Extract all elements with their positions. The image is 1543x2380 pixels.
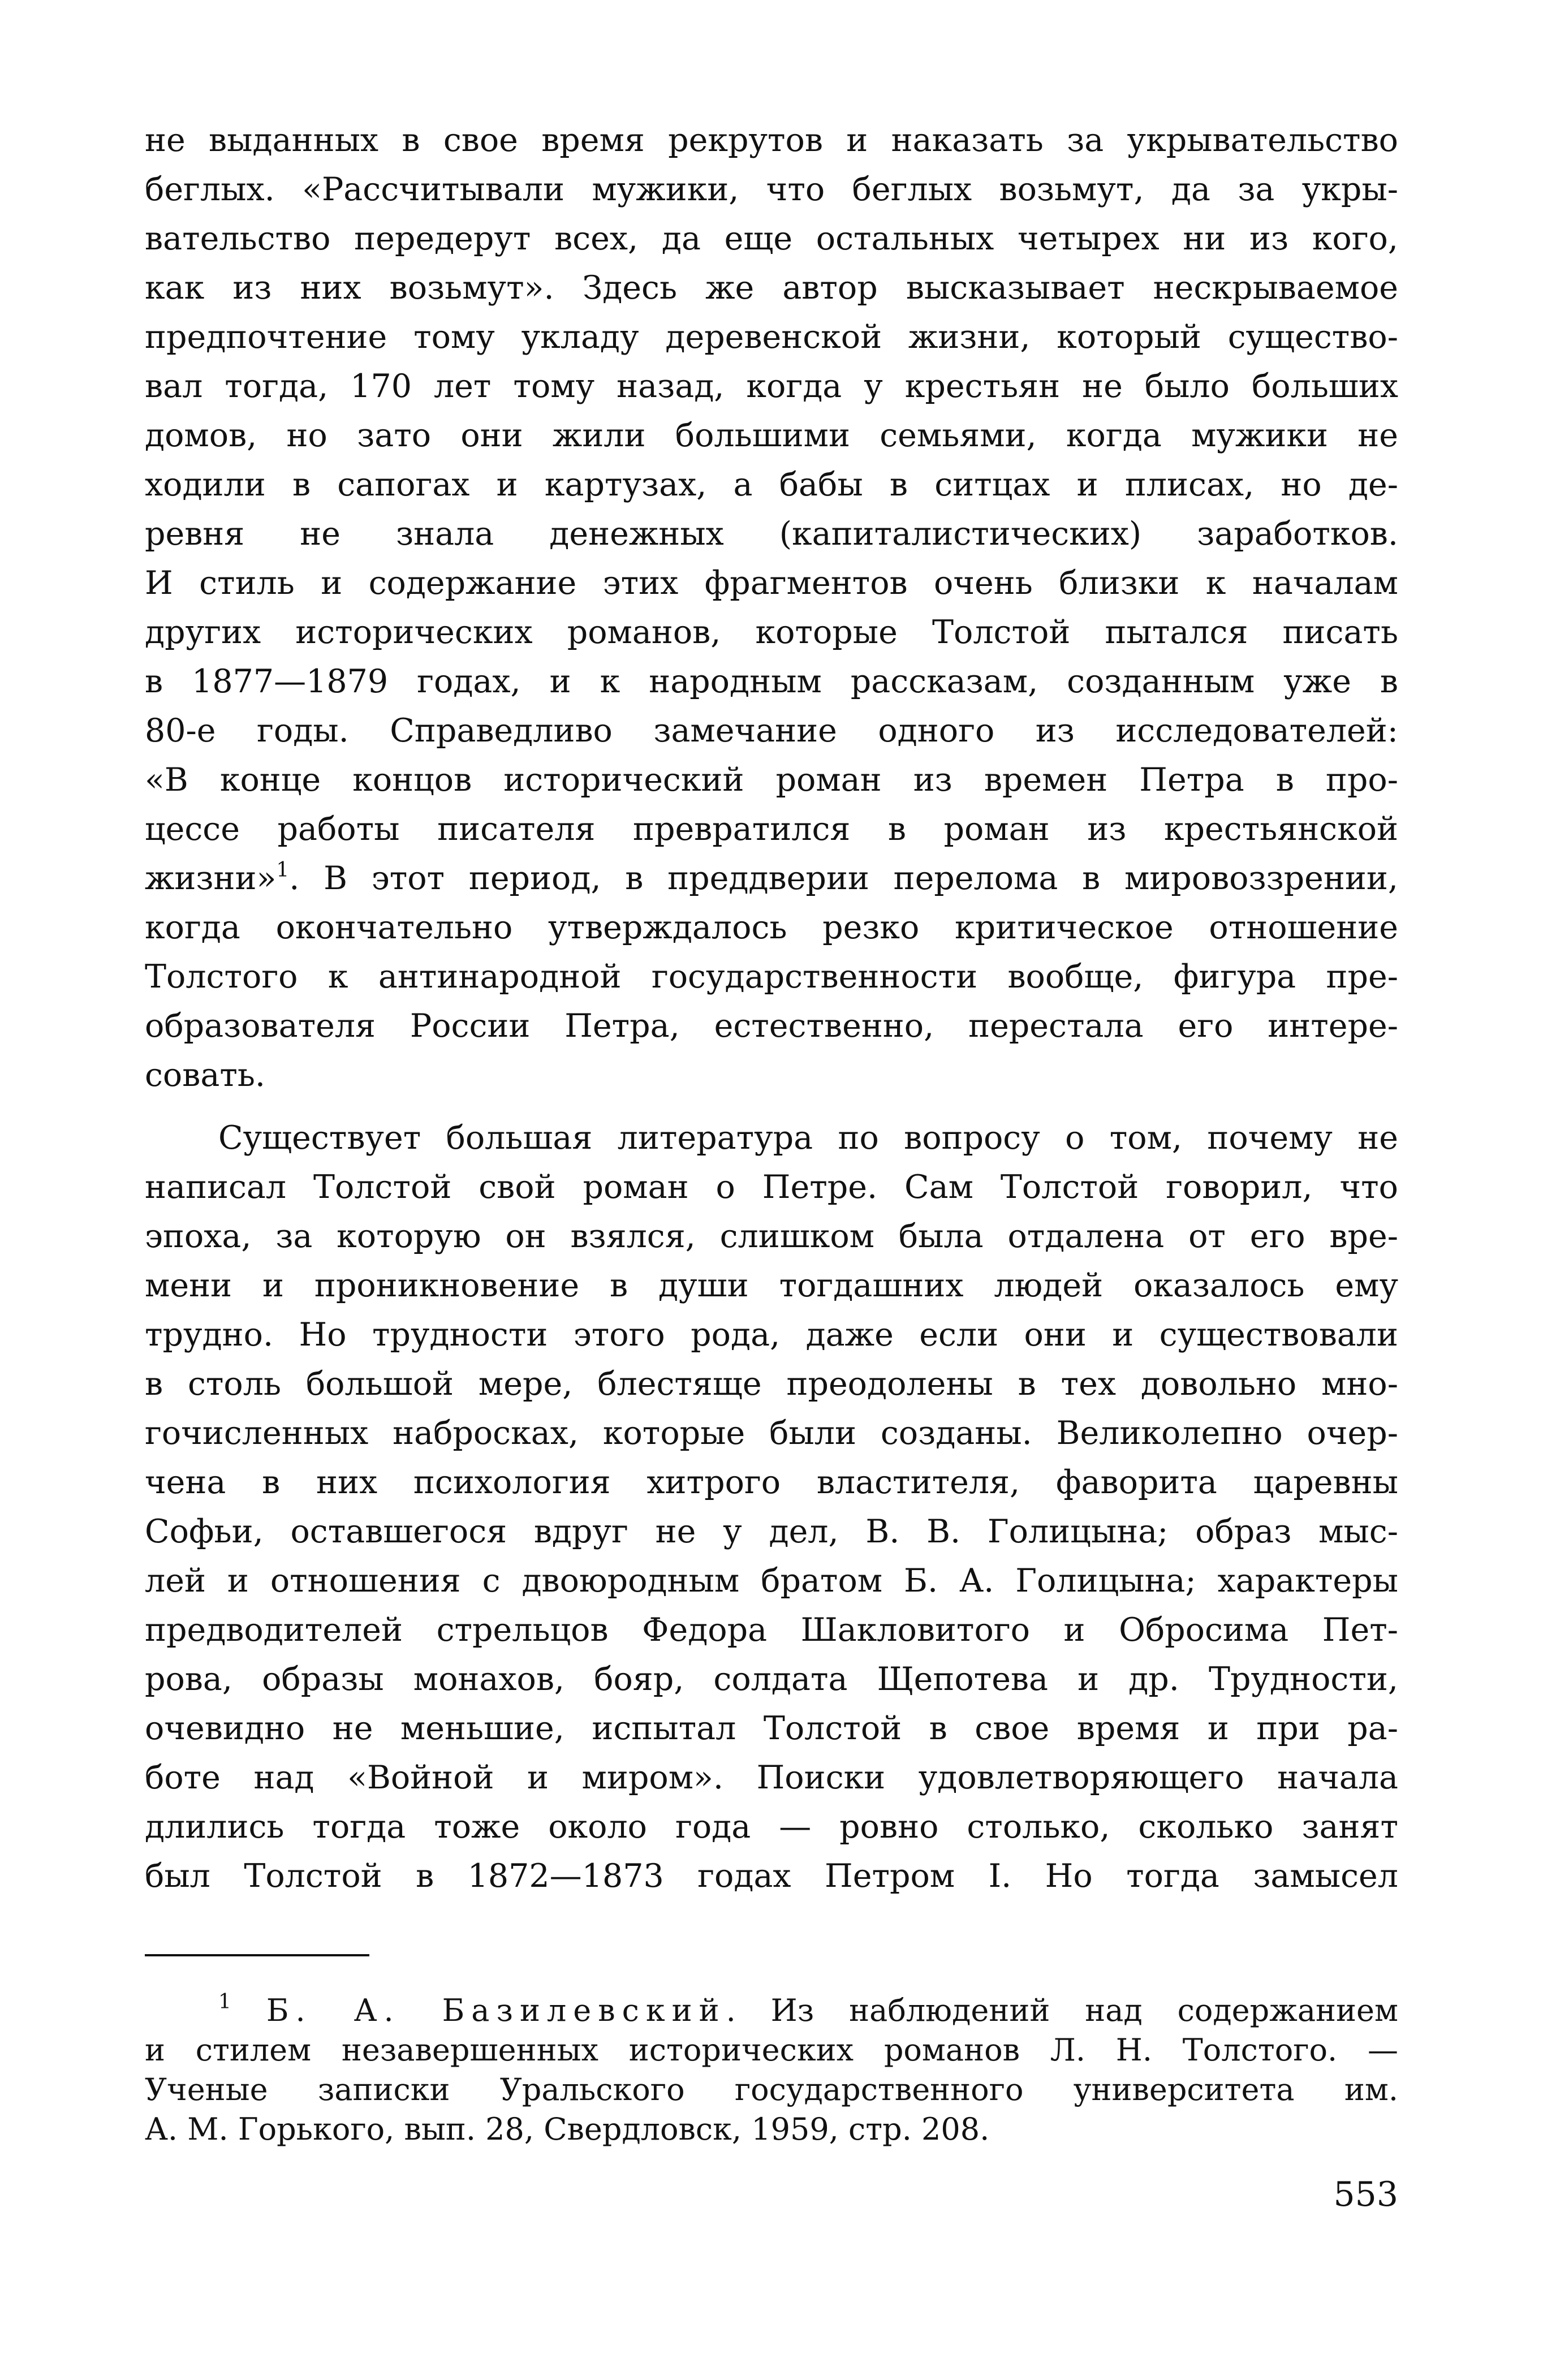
text-line: трудно. Но трудности этого рода, даже если они и существовали xyxy=(145,1316,1398,1353)
paragraph-1 xyxy=(145,116,1398,1100)
text-line: 80-е годы. Справедливо замечание одного из исследователей: xyxy=(145,712,1398,749)
text-line: ходили в сапогах и картузах, а бабы в ситцах и плисах, но де- xyxy=(145,466,1398,503)
footnote-title-start: . Из наблюдений над содержанием xyxy=(726,1993,1398,2028)
text-line: «В конце концов исторический роман из времен Петра в про- xyxy=(145,761,1398,799)
text-line: очевидно не меньшие, испытал Толстой в свое время и при ра- xyxy=(145,1710,1398,1747)
text-line: Существует большая литература по вопросу о том, почему не xyxy=(218,1119,1398,1157)
text-line: лей и отношения с двоюродным братом Б. А. Голицына; характеры xyxy=(145,1562,1398,1599)
footnote-line: и стилем незавершенных исторических романов Л. Н. Толстого. — xyxy=(145,2032,1398,2068)
text-line: предпочтение тому укладу деревенской жизни, который существо- xyxy=(145,318,1398,356)
text-line: совать. xyxy=(145,1057,265,1094)
text-line: других исторических романов, которые Толстой пытался писать xyxy=(145,614,1398,651)
text-line: мени и проникновение в души тогдашних людей оказалось ему xyxy=(145,1267,1398,1304)
text-line-start: жизни» xyxy=(145,860,277,897)
footnote-line xyxy=(145,1991,1398,2030)
text-line: домов, но зато они жили большими семьями, когда мужики не xyxy=(145,417,1398,454)
text-line-end: . В этот период, в преддверии перелома в мировоззрении, xyxy=(289,860,1398,897)
text-line: ревня не знала денежных (капиталистических) заработков. xyxy=(145,515,1398,553)
footnote-line: Ученые записки Уральского государственного университета им. xyxy=(145,2072,1398,2107)
text-line: образователя России Петра, естественно, перестала его интере- xyxy=(145,1007,1398,1045)
footnote-marker: 1 xyxy=(218,1991,231,2013)
main-text xyxy=(145,116,1398,1901)
text-line: не выданных в свое время рекрутов и наказать за укрывательство xyxy=(145,122,1398,159)
text-line: написал Толстой свой роман о Петре. Сам Толстой говорил, что xyxy=(145,1169,1398,1206)
text-line: беглых. «Рассчитывали мужики, что беглых возьмут, да за укры- xyxy=(145,171,1398,208)
text-line: чена в них психология хитрого властителя, фаворита царевны xyxy=(145,1464,1398,1501)
text-line: Толстого к антинародной государственности вообще, фигура пре- xyxy=(145,958,1398,995)
text-line: был Толстой в 1872—1873 годах Петром I. Но тогда замысел xyxy=(145,1857,1398,1895)
text-line: вательство передерут всех, да еще остальных четырех ни из кого, xyxy=(145,220,1398,257)
text-line: рова, образы монахов, бояр, солдата Щепотева и др. Трудности, xyxy=(145,1661,1398,1698)
text-line: Софьи, оставшегося вдруг не у дел, В. В. Голицына; образ мыс- xyxy=(145,1513,1398,1550)
text-line-with-footnote-ref xyxy=(145,854,1398,903)
footnote-author: Б. А. Базилевский xyxy=(266,1993,726,2028)
footnote xyxy=(145,1991,1398,2149)
text-line: когда окончательно утверждалось резко критическое отношение xyxy=(145,909,1398,946)
paragraph-2 xyxy=(145,1114,1398,1901)
text-line: вал тогда, 170 лет тому назад, когда у крестьян не было больших xyxy=(145,368,1398,405)
text-line: гочисленных набросках, которые были созданы. Великолепно очер- xyxy=(145,1415,1398,1452)
footnote-line: А. М. Горького, вып. 28, Свердловск, 1959, стр. 208. xyxy=(145,2111,990,2147)
page-number: 553 xyxy=(1333,2175,1398,2214)
footnote-separator xyxy=(145,1954,369,1956)
text-line: цессе работы писателя превратился в роман из крестьянской xyxy=(145,810,1398,848)
text-line: предводителей стрельцов Федора Шакловитого и Обросима Пет- xyxy=(145,1611,1398,1649)
text-line: в 1877—1879 годах, и к народным рассказам, созданным уже в xyxy=(145,663,1398,700)
text-line: эпоха, за которую он взялся, слишком была отдалена от его вре- xyxy=(145,1218,1398,1255)
text-line: боте над «Войной и миром». Поиски удовлетворяющего начала xyxy=(145,1759,1398,1796)
text-line: как из них возьмут». Здесь же автор высказывает нескрываемое xyxy=(145,269,1398,307)
text-line: И стиль и содержание этих фрагментов очень близки к началам xyxy=(145,564,1398,602)
footnote-reference[interactable]: 1 xyxy=(276,859,290,882)
paragraph-gap xyxy=(145,1100,1398,1114)
text-line: длились тогда тоже около года — ровно столько, сколько занят xyxy=(145,1808,1398,1846)
text-line: в столь большой мере, блестяще преодолены в тех довольно мно- xyxy=(145,1365,1398,1403)
